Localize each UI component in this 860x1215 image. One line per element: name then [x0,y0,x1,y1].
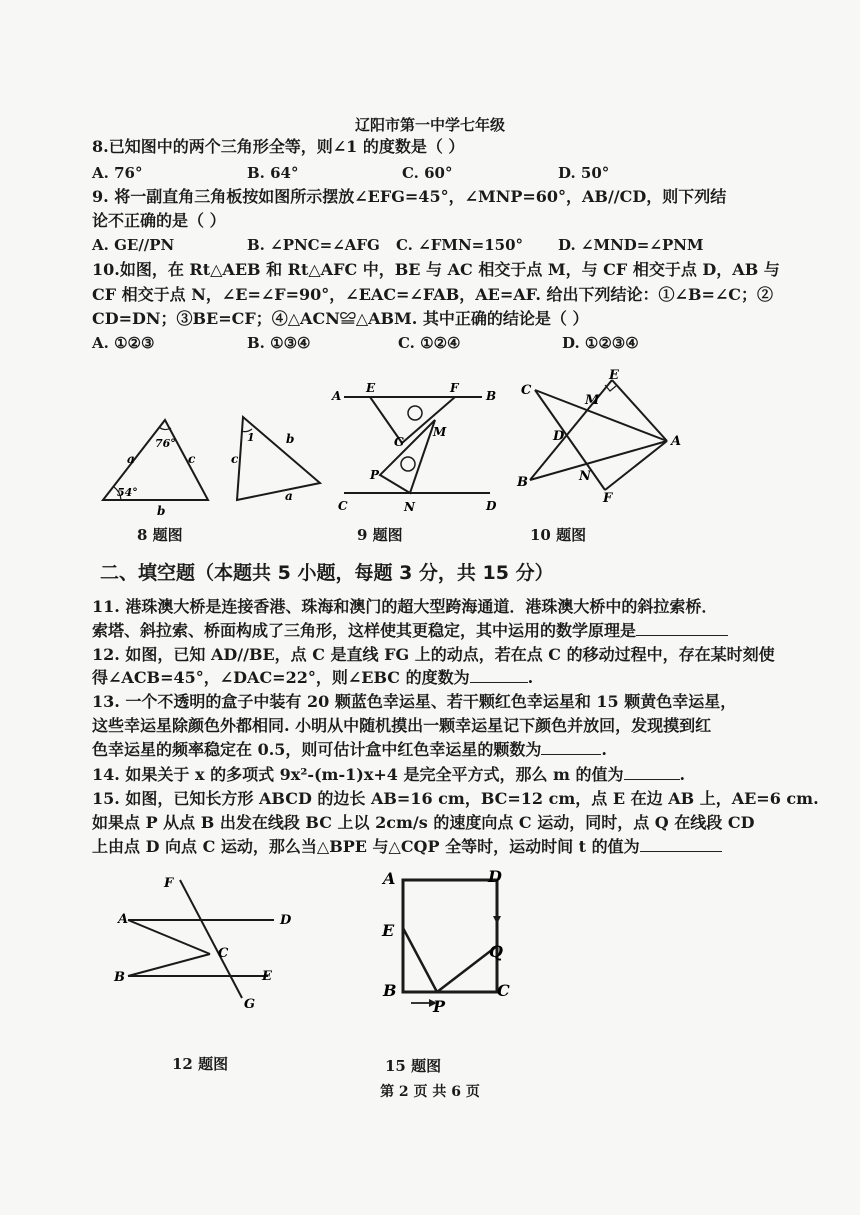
figure-8 [95,405,325,518]
q13-line3-text: 色幸运星的频率稳定在 0.5，则可估计盒中红色幸运星的颗数为 [92,740,542,759]
fig15-label-C: C [497,981,510,1000]
fig10-label-D: D [553,429,565,444]
fig12-label-F: F [164,876,174,891]
fig9-label-N: N [404,500,415,514]
figure-9 [330,380,510,520]
fig9-label-P: P [370,468,380,482]
fig12-label-C: C [218,946,229,961]
fig15-label-D: D [488,867,502,886]
fig8-label-c: c [188,452,196,466]
q10-option-d: D. ①②③④ [562,334,639,352]
fig8-angle-54: 54° [117,486,138,499]
q8-option-c: C. 60° [402,164,453,182]
q9-option-a: A. GE//PN [92,236,175,254]
q13-answer-blank [541,740,601,755]
q14-answer-blank [624,765,680,780]
fig8-angle-76: 76° [155,437,176,450]
fig15-label-A: A [383,869,396,888]
q9-option-b: B. ∠PNC=∠AFG [247,236,380,254]
fig8-angle-1: 1 [247,431,255,444]
q8-stem: 8.已知图中的两个三角形全等，则∠1 的度数是（ ） [92,137,465,156]
fig8-caption: 8 题图 [137,526,183,544]
q9-option-d: D. ∠MND=∠PNM [558,236,704,254]
fig9-label-D: D [486,499,497,513]
q13-line3-end: . [601,740,607,759]
fig9-label-B: B [486,389,497,403]
fig9-label-F: F [450,381,459,395]
fig9-label-E: E [366,381,376,395]
fig15-label-Q: Q [489,942,503,961]
q15-line3-text: 上由点 D 向点 C 运动，那么当△BPE 与△CQP 全等时，运动时间 t 的值为 [92,837,640,856]
q14-end: . [679,765,686,784]
q8-option-d: D. 50° [558,164,610,182]
q9-stem-line1: 9. 将一副直角三角板按如图所示摆放∠EFG=45°，∠MNP=60°，AB//CD，则下列结 [92,187,727,206]
q15-line2: 如果点 P 从点 B 出发在线段 BC 上以 2cm/s 的速度向点 C 运动，同时，点 Q 在线段 CD [92,813,755,832]
fig15-label-P: P [433,997,446,1016]
q13-line2: 这些幸运星除颜色外都相同. 小明从中随机摸出一颗幸运星记下颜色并放回，发现摸到红 [92,716,712,735]
fig9-label-C: C [338,499,348,513]
q14-text: 14. 如果关于 x 的多项式 9x²-(m-1)x+4 是完全平方式，那么 m 的值为 [92,765,624,784]
figure-12 [110,868,310,1018]
q15-line1: 15. 如图，已知长方形 ABCD 的边长 AB=16 cm，BC=12 cm，点 E 在边 AB 上，AE=6 cm. [92,789,819,808]
fig12-label-B: B [114,970,125,985]
q12-line1: 12. 如图，已知 AD//BE，点 C 是直线 FG 上的动点，若在点 C 的移动过程中，存在某时刻使 [92,645,775,664]
q11-line2-text: 索塔、斜拉索、桥面构成了三角形，这样使其更稳定，其中运用的数学原理是 [92,621,637,640]
q14-line [92,764,732,786]
fig9-label-M: M [433,425,447,439]
q10-option-c: C. ①②④ [398,334,461,352]
fig10-caption: 10 题图 [530,526,587,544]
q10-line3: CD=DN；③BE=CF；④△ACN≌△ABM. 其中正确的结论是（ ） [92,309,589,328]
q9-option-c: C. ∠FMN=150° [396,236,524,254]
q13-line1: 13. 一个不透明的盒子中装有 20 颗蓝色幸运星、若干颗红色幸运星和 15 颗黄色幸运星， [92,692,737,711]
fig12-label-D: D [280,913,292,928]
q12-answer-blank [470,668,528,683]
fig12-label-G: G [244,997,256,1012]
q15-answer-blank [640,837,722,852]
fig9-label-G: G [394,435,405,449]
fig8-label-b: b [157,504,166,518]
page-header: 辽阳市第一中学七年级 [354,116,505,134]
fig15-caption: 15 题图 [385,1057,442,1075]
fig9-caption: 9 题图 [357,526,403,544]
fig8-label-a: a [127,452,135,466]
page-footer: 第 2 页 共 6 页 [380,1084,480,1100]
fig10-label-M: M [585,393,600,408]
fig10-label-A: A [671,434,682,449]
fig8-right-label-a: a [285,489,293,503]
fig9-label-A: A [332,389,342,403]
fig8-right-label-c: c [231,452,239,466]
fig10-label-N: N [579,469,591,484]
q12-line2 [92,667,732,689]
q10-line1: 10.如图，在 Rt△AEB 和 Rt△AFC 中，BE 与 AC 相交于点 M，与 CF 相交于点 D，AB 与 [92,260,780,279]
q10-line2: CF 相交于点 N，∠E=∠F=90°，∠EAC=∠FAB，AE=AF. 给出下列结论：①∠B=∠C；② [92,285,774,304]
fig10-label-C: C [521,383,532,398]
q15-line3 [92,836,732,858]
fig12-label-E: E [262,969,272,984]
fig15-label-E: E [382,921,395,940]
fig10-label-F: F [603,491,613,506]
q9-stem-line2: 论不正确的是（ ） [92,211,226,230]
q11-answer-blank [636,621,728,636]
q10-option-a: A. ①②③ [92,334,155,352]
q8-option-b: B. 64° [247,164,299,182]
section-title: 二、填空题（本题共 5 小题，每题 3 分，共 15 分） [100,562,554,584]
q12-line2-text: 得∠ACB=45°，∠DAC=22°，则∠EBC 的度数为 [92,668,470,687]
fig10-label-B: B [517,475,528,490]
fig8-right-label-b: b [286,432,295,446]
fig15-label-B: B [383,981,397,1000]
q10-option-b: B. ①③④ [247,334,311,352]
q13-line3 [92,739,732,761]
figure-10 [515,368,695,513]
q8-option-a: A. 76° [92,164,143,182]
fig10-label-E: E [609,368,619,383]
fig12-caption: 12 题图 [172,1055,229,1073]
q11-line1: 11. 港珠澳大桥是连接香港、珠海和澳门的超大型跨海通道．港珠澳大桥中的斜拉索桥． [92,597,718,616]
q12-line2-end: . [527,668,534,687]
q11-line2 [92,620,732,642]
figure-15 [375,862,525,1022]
fig12-label-A: A [118,912,129,927]
